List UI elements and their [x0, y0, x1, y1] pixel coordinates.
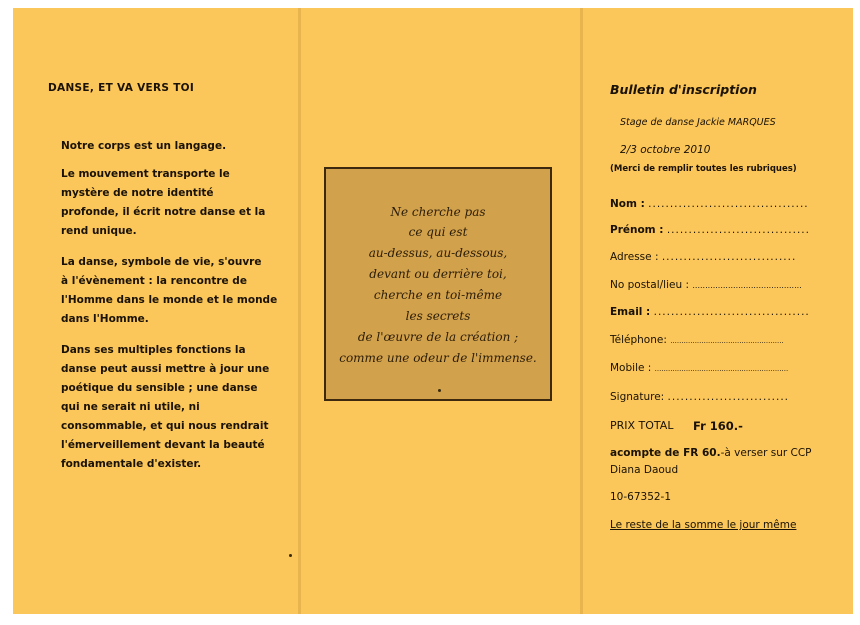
- paragraph-line: danse peut aussi mettre à jour une: [61, 363, 270, 375]
- field-telephone[interactable]: [610, 334, 784, 346]
- form-title: Bulletin d'inscription: [610, 82, 757, 97]
- paragraph-1: [61, 137, 281, 156]
- field-dots: .....................................: [648, 198, 809, 210]
- field-dots: ...........................................: [692, 281, 802, 290]
- paragraph-line: Le mouvement transporte le: [61, 168, 230, 180]
- paragraph-line: Notre corps est un langage.: [61, 140, 227, 152]
- paragraph-line: consommable, et qui nous rendrait: [61, 420, 269, 432]
- paragraph-line: fondamentale d'exister.: [61, 458, 202, 470]
- field-dots: ...............................: [661, 251, 797, 263]
- acompte-text: -à verser sur CCP: [720, 447, 812, 459]
- left-panel-title: DANSE, ET VA VERS TOI: [48, 82, 195, 94]
- field-mobile[interactable]: [610, 362, 788, 374]
- field-signature[interactable]: [610, 391, 789, 403]
- decorative-dot: [438, 389, 441, 392]
- field-label: No postal/lieu :: [610, 279, 690, 291]
- quote-line: ce qui est: [408, 225, 468, 239]
- field-dots: ...................................................: [670, 337, 784, 345]
- field-dots: ............................................................: [654, 365, 789, 373]
- field-label: Mobile :: [610, 362, 652, 374]
- quote-line: devant ou derrière toi,: [369, 267, 507, 281]
- paragraph-line: à l'évènement : la rencontre de: [61, 275, 247, 287]
- field-label: Prénom :: [610, 224, 664, 236]
- quote-line: comme une odeur de l'immense.: [339, 351, 537, 365]
- quote-box: [324, 167, 552, 401]
- paragraph-line: La danse, symbole de vie, s'ouvre: [61, 256, 262, 268]
- field-nom[interactable]: [610, 198, 809, 210]
- quote-line: de l'œuvre de la création ;: [357, 330, 519, 344]
- field-label: Adresse :: [610, 251, 659, 263]
- decorative-dot: [289, 554, 292, 557]
- field-label: Nom :: [610, 198, 645, 210]
- paragraph-line: dans l'Homme.: [61, 313, 149, 325]
- field-dots: .................................: [666, 224, 810, 236]
- field-label: Email :: [610, 306, 651, 318]
- paragraph-4: [61, 341, 281, 474]
- paragraph-line: poétique du sensible ; une danse: [61, 382, 258, 394]
- field-dots: ............................: [667, 391, 790, 403]
- paragraph-2: [61, 165, 281, 241]
- acompte-name: Diana Daoud: [610, 464, 679, 476]
- quote-line: cherche en toi-même: [373, 288, 503, 302]
- field-dots: ....................................: [653, 306, 810, 318]
- paragraph-line: Dans ses multiples fonctions la: [61, 344, 246, 356]
- stage-name: Stage de danse Jackie MARQUES: [620, 117, 776, 128]
- paragraph-line: profonde, il écrit notre danse et la: [61, 206, 266, 218]
- quote-line: au-dessus, au-dessous,: [368, 246, 508, 260]
- fold-line-left: [298, 8, 301, 614]
- field-email[interactable]: [610, 306, 810, 318]
- quote-line: Ne cherche pas: [390, 205, 486, 219]
- paragraph-line: mystère de notre identité: [61, 187, 214, 199]
- field-no-postal[interactable]: [610, 279, 802, 291]
- field-adresse[interactable]: [610, 251, 796, 263]
- field-label: Téléphone:: [610, 334, 667, 346]
- stage-date: 2/3 octobre 2010: [620, 144, 711, 156]
- paragraph-line: l'émerveillement devant la beauté: [61, 439, 265, 451]
- total-label: PRIX TOTAL: [610, 419, 674, 432]
- acompte-amount: acompte de FR 60.: [610, 447, 721, 459]
- paragraph-line: qui ne serait ni utile, ni: [61, 401, 200, 413]
- total-value: Fr 160.-: [693, 419, 743, 433]
- paragraph-line: rend unique.: [61, 225, 137, 237]
- acompte-line: [610, 447, 812, 459]
- field-prenom[interactable]: [610, 224, 810, 236]
- paragraph-3: [61, 253, 281, 329]
- form-note: (Merci de remplir toutes les rubriques): [610, 164, 797, 174]
- quote-line: les secrets: [405, 309, 471, 323]
- fold-line-right: [580, 8, 583, 614]
- field-label: Signature:: [610, 391, 665, 403]
- reste-note: Le reste de la somme le jour même: [610, 519, 797, 531]
- paragraph-line: l'Homme dans le monde et le monde: [61, 294, 278, 306]
- ccp-number: 10-67352-1: [610, 491, 672, 503]
